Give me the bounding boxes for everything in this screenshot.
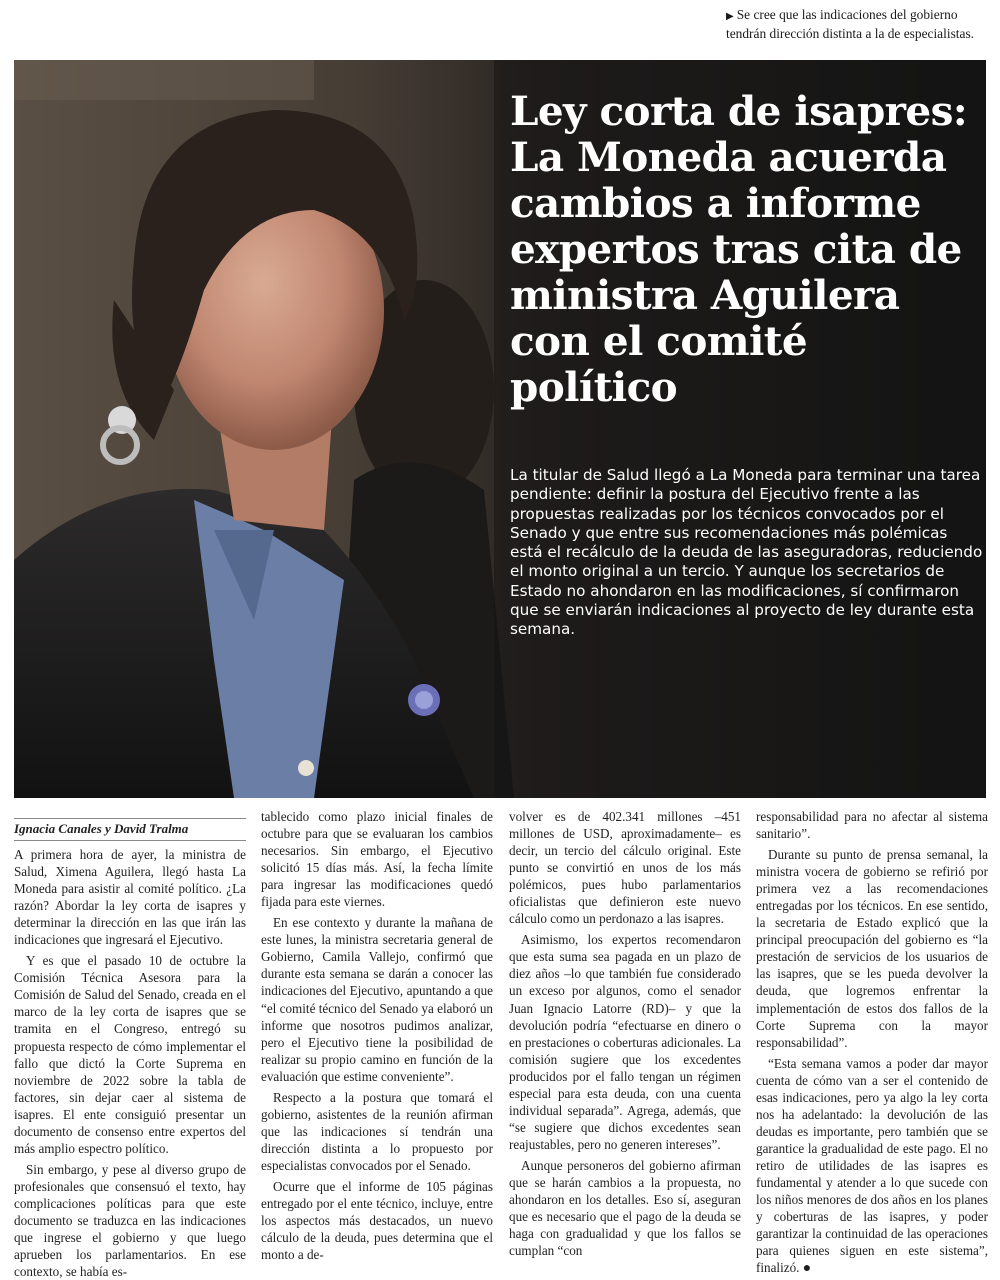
paragraph: Respecto a la postura que tomará el gobierno, asistentes de la reunión afirman que las indicaciones sí tendrán una dirección distinta a lo propuesto por especialistas convocados por el Senado. — [261, 1089, 493, 1173]
last-paragraph — [756, 1055, 988, 1278]
paragraph: A primera hora de ayer, la ministra de Salud, Ximena Aguilera, llegó hasta La Moneda para asistir al comité político. ¿La razón? Abordar la ley corta de isapres y determinar la dirección en las que irán las indicaciones que ingresará el Ejecutivo. — [14, 847, 246, 948]
byline: Ignacia Canales y David Tralma — [14, 818, 246, 841]
top-note — [726, 6, 996, 42]
standfirst: La titular de Salud llegó a La Moneda para terminar una tarea pendiente: definir la postura del Ejecutivo frente a las propuestas realizadas por los técnicos convocados por el Senado y que entre sus recomendaciones más polémicas está el recálculo de la deuda de las aseguradoras, reduciendo el monto original a un tercio. Y aunque los secretarios de Estado no ahondaron en las modificaciones, sí confirmaron que se enviarán indicaciones al proyecto de ley durante esta semana. — [510, 466, 983, 639]
paragraph: volver es de 402.341 millones –451 millones de USD, aproximadamente– es decir, un tercio del cálculo original. Este punto se convirtió en unos de los más polémicos, pues hubo parlamentarios oficialistas que definieron este nuevo cálculo como un perdonazo a las isapres. — [509, 809, 741, 927]
headline: Ley corta de isapres: La Moneda acuerda cambios a informe expertos tras cita de ministra Aguilera con el comité político — [510, 87, 968, 411]
article-column-3 — [509, 808, 741, 1259]
paragraph: En ese contexto y durante la mañana de este lunes, la ministra secretaria general de Gobierno, Camila Vallejo, confirmó que durante esta semana se darán a conocer las indicaciones del Ejecutivo, apuntando a que “el comité técnico del Senado ya elaboró un informe que nosotros pudimos analizar, pero el Ejecutivo tiene la posibilidad de realizar su propio camino en función de la evaluación que estime conveniente”. — [261, 915, 493, 1084]
article-column-4 — [756, 808, 988, 1277]
paragraph: Asimismo, los expertos recomendaron que esta suma sea pagada en un plazo de diez años –lo que también fue considerado un exceso por algunos, como el senador Juan Ignacio Latorre (RD)– y que la devolución podría “efectuarse en dinero o en prestaciones o coberturas adicionales. La comisión sugiere que los excedentes producidos por el fallo tengan un régimen especial para esta deuda, con una cuenta individual separada”. Agrega, además, que “se sugiere que dichos excedentes sean reajustables, pero no generen intereses”. — [509, 932, 741, 1152]
triangle-right-icon: ▶ — [726, 11, 734, 22]
filled-circle-icon: ● — [802, 1261, 812, 1277]
top-note-text: Se cree que las indicaciones del gobierno tendrán dirección distinta a la de especialistas. — [726, 7, 975, 41]
paragraph: Aunque personeros del gobierno afirman que se harán cambios a la propuesta, no ahondaron en los detalles. Eso sí, aseguran que es necesario que el pago de la deuda se haga con gradualidad y que los fallos se cumplan “con — [509, 1157, 741, 1259]
paragraph: Ocurre que el informe de 105 páginas entregado por el ente técnico, incluye, entre los aspectos más destacados, un nuevo cálculo de la deuda, pues determina que el monto a de- — [261, 1178, 493, 1263]
article-column-2 — [261, 808, 493, 1263]
paragraph: responsabilidad para no afectar al sistema sanitario”. — [756, 809, 988, 842]
paragraph: Sin embargo, y pese al diverso grupo de profesionales que consensuó el texto, hay complicaciones políticas para que este documento se traduzca en las indicaciones que ingrese el gobierno y que luego aprueben los parlamentarios. En ese contexto, se había es- — [14, 1161, 246, 1280]
paragraph-text: “Esta semana vamos a poder dar mayor cuenta de cómo van a ser el contenido de esas indicaciones, pero ya algo la ley corta nos ha adelantado: la devolución de las deudas es importante, pero también que se garantice la gradualidad de este pago. El no retiro de utilidades de las isapres es fundamental y atender a lo que sucede con los niños menores de dos años en los planes y coberturas de las isapres, y poder garantizar la continuidad de las operaciones para quienes siguen en este sistema”, finalizó. — [756, 1055, 988, 1276]
paragraph: Durante su punto de prensa semanal, la ministra vocera de gobierno se refirió por primera vez a las recomendaciones entregadas por los técnicos. En ese sentido, la secretaria de Estado explicó que la principal preocupación del gobierno es “la prestación de servicios de los usuarios de las isapres, que se les pueda devolver la deuda, que logremos enfrentar la implementación de estos dos fallos de la Corte Suprema con la mayor responsabilidad”. — [756, 847, 988, 1050]
paragraph: Y es que el pasado 10 de octubre la Comisión Técnica Asesora para la Comisión de Salud del Senado, creada en el marco de la ley corta de isapres que se tramita en el Congreso, entregó su propuesta respecto de cómo implementar el fallo que dictó la Corte Suprema en noviembre de 2022 sobre la tabla de factores, sin dejar caer al sistema de isapres. El ente consiguió presentar un documento de consenso entre expertos del más amplio espectro político. — [14, 953, 246, 1156]
paragraph: tablecido como plazo inicial finales de octubre para que se evaluaran los cambios necesarios. Sin embargo, el Ejecutivo solicitó 15 días más. Así, la fecha límite para ingresar las modificaciones quedó fijada para este viernes. — [261, 809, 493, 910]
article-column-1 — [14, 846, 246, 1280]
